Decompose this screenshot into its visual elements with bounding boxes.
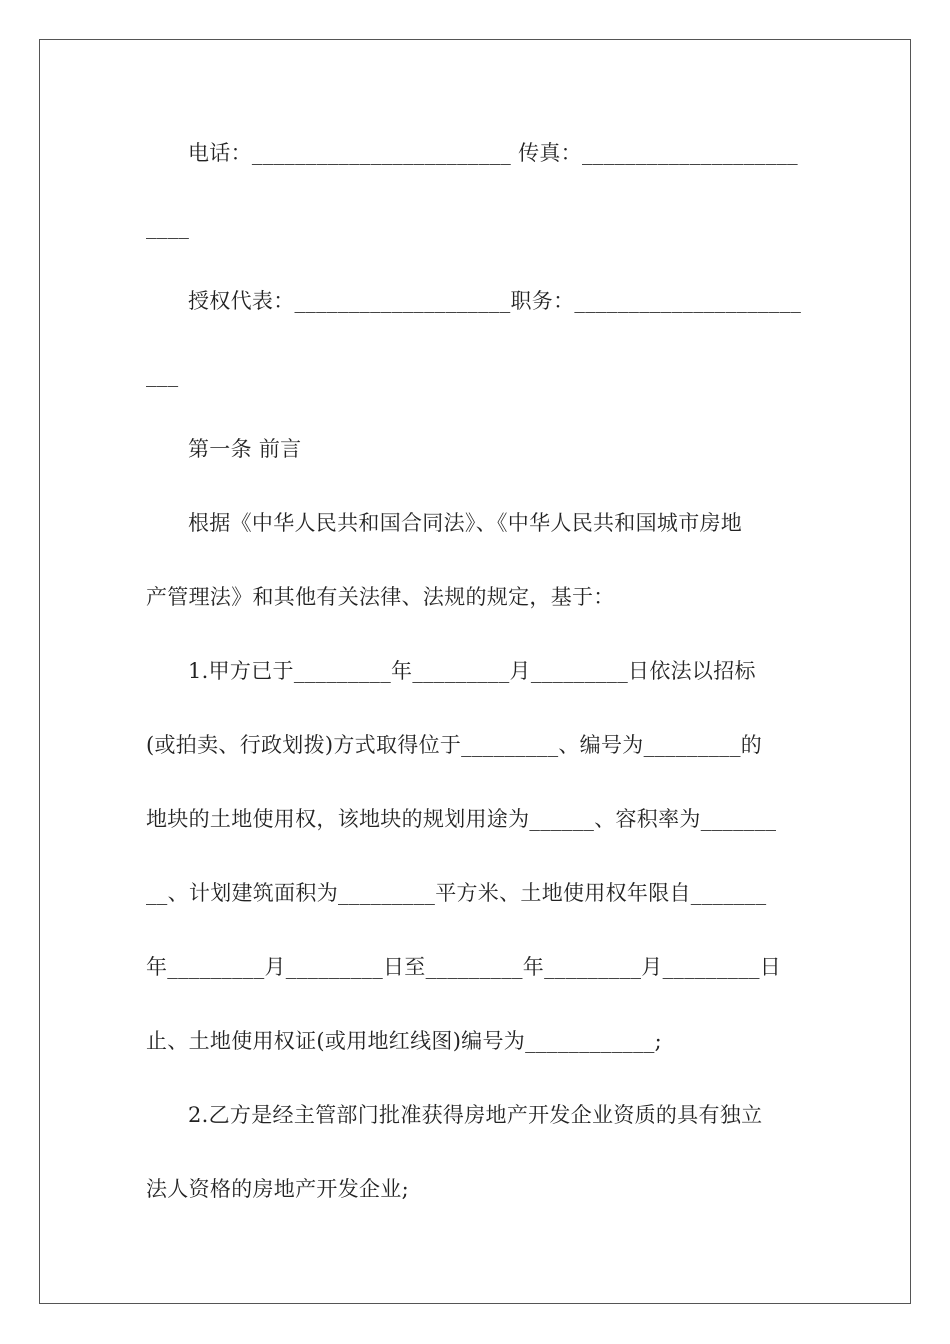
clause-1-line-1: 1.甲方已于_________年_________月_________日依法以招标: [188, 659, 756, 683]
phone-fax-line-continued: ____: [146, 215, 190, 239]
clause-2-line-2: 法人资格的房地产开发企业;: [146, 1177, 409, 1201]
phone-fax-line: 电话：________________________ 传真：____________________: [188, 141, 798, 165]
article-one-heading: 第一条 前言: [188, 437, 302, 461]
preamble-line-2: 产管理法》和其他有关法律、法规的规定，基于：: [146, 585, 615, 609]
representative-title-line-continued: ___: [146, 363, 179, 387]
representative-title-line: 授权代表：____________________职务：_____________________: [188, 289, 802, 313]
clause-1-line-2: (或拍卖、行政划拨)方式取得位于_________、编号为_________的: [146, 733, 763, 757]
clause-1-line-3: 地块的土地使用权，该地块的规划用途为______、容积率为_______: [146, 807, 777, 831]
clause-1-line-6: 止、土地使用权证(或用地红线图)编号为____________;: [146, 1029, 663, 1053]
clause-2-line-1: 2.乙方是经主管部门批准获得房地产开发企业资质的具有独立: [188, 1103, 763, 1127]
preamble-line-1: 根据《中华人民共和国合同法》、《中华人民共和国城市房地: [188, 511, 743, 535]
clause-1-line-4: __、计划建筑面积为_________平方米、土地使用权年限自_______: [146, 881, 767, 905]
clause-1-line-5: 年_________月_________日至_________年_________月_________日: [146, 955, 782, 979]
